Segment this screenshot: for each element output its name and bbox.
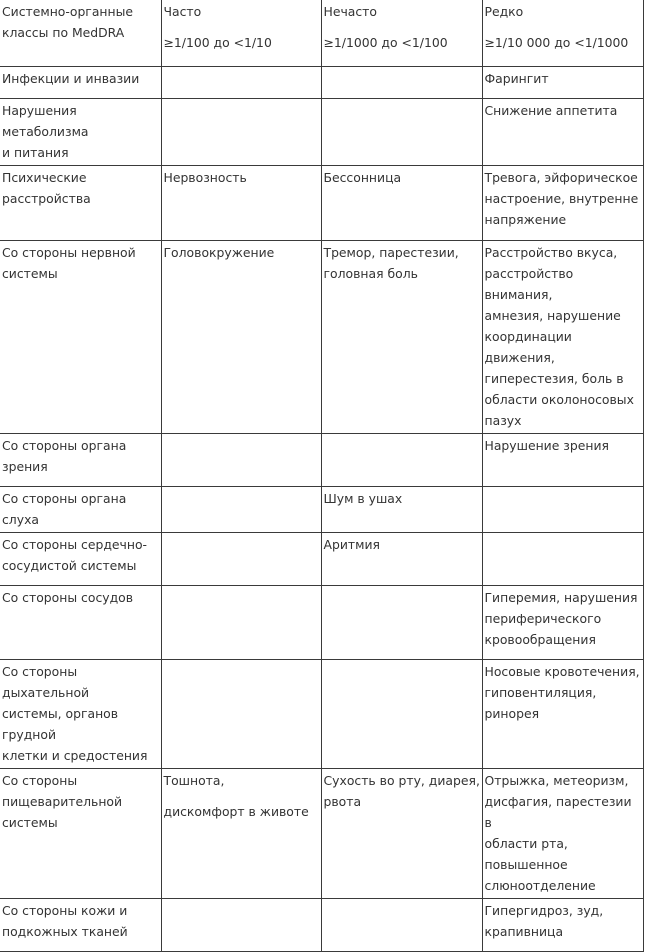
frequent-cell	[161, 433, 321, 486]
cell-text: Головокружение	[163, 244, 275, 260]
soc-cell	[0, 768, 161, 898]
cell-text: гиперестезия, боль в	[484, 370, 624, 386]
header-uncommon	[321, 0, 482, 66]
cell-text: настроение, внутренне	[484, 190, 639, 206]
cell-text: Отрыжка, метеоризм,	[484, 772, 629, 788]
uncommon-cell	[321, 98, 482, 165]
soc-cell	[0, 66, 161, 98]
cell-text: Тошнота,	[163, 772, 225, 788]
cell-text: Со стороны органа	[2, 437, 127, 453]
rare-cell	[482, 165, 643, 240]
frequent-cell	[161, 486, 321, 532]
cell-text: Инфекции и инвазии	[2, 70, 140, 86]
soc-cell	[0, 898, 161, 951]
soc-cell	[0, 240, 161, 433]
cell-text: расстройство внимания,	[484, 265, 574, 302]
table-row	[0, 66, 643, 98]
cell-text: координации движения,	[484, 328, 572, 365]
cell-text: системы	[2, 814, 58, 830]
cell-text: Аритмия	[323, 536, 380, 552]
cell-text: сосудистой системы	[2, 557, 137, 573]
cell-text: пазух	[484, 412, 522, 428]
cell-text: Расстройство вкуса,	[484, 244, 618, 260]
cell-text: дисфагия, парестезии в	[484, 793, 632, 830]
rare-cell	[482, 66, 643, 98]
rare-cell	[482, 240, 643, 433]
uncommon-cell	[321, 240, 482, 433]
table-row	[0, 240, 643, 433]
cell-text: слюноотделение	[484, 877, 596, 893]
table-row	[0, 585, 643, 659]
cell-text: Со стороны сосудов	[2, 589, 134, 605]
uncommon-cell	[321, 659, 482, 768]
cell-text: Психические	[2, 169, 87, 185]
cell-text: кровообращения	[484, 631, 596, 647]
cell-text: Бессонница	[323, 169, 402, 185]
table-row	[0, 165, 643, 240]
rare-cell	[482, 433, 643, 486]
cell-text: системы, органов грудной	[2, 705, 119, 742]
cell-text: Нарушение зрения	[484, 437, 609, 453]
uncommon-cell	[321, 532, 482, 585]
cell-text: Гиперемия, нарушения	[484, 589, 638, 605]
soc-cell	[0, 433, 161, 486]
cell-text: Шум в ушах	[323, 490, 403, 506]
rare-cell	[482, 898, 643, 951]
soc-cell	[0, 486, 161, 532]
header-uncommon-label: Нечасто	[323, 4, 377, 19]
cell-text: Со стороны дыхательной	[2, 663, 90, 700]
cell-text: дискомфорт в животе	[163, 803, 309, 819]
header-frequent-range: ≥1/100 до <1/10	[163, 35, 272, 50]
cell-text: Со стороны	[2, 772, 78, 788]
table-body	[0, 66, 643, 951]
cell-text: периферического	[484, 610, 602, 626]
cell-text: Нервозность	[163, 169, 247, 185]
rare-cell	[482, 532, 643, 585]
soc-cell	[0, 585, 161, 659]
cell-text: Со стороны кожи и	[2, 902, 128, 918]
cell-text: Сухость во рту, диарея,	[323, 772, 480, 788]
uncommon-cell	[321, 433, 482, 486]
cell-text: области околоносовых	[484, 391, 634, 407]
header-rare-label: Редко	[484, 4, 524, 19]
table-row	[0, 659, 643, 768]
frequent-cell	[161, 66, 321, 98]
cell-text: крапивница	[484, 923, 564, 939]
header-rare-range: ≥1/10 000 до <1/1000	[484, 35, 629, 50]
cell-text: Гипергидроз, зуд,	[484, 902, 604, 918]
header-soc-line: классы по MedDRA	[2, 25, 125, 40]
cell-text: зрения	[2, 458, 48, 474]
cell-text: гиповентиляция, ринорея	[484, 684, 597, 721]
frequent-cell	[161, 532, 321, 585]
uncommon-cell	[321, 585, 482, 659]
cell-text: амнезия, нарушение	[484, 307, 621, 323]
rare-cell	[482, 768, 643, 898]
cell-text: Фарингит	[484, 70, 549, 86]
frequent-cell	[161, 768, 321, 898]
header-rare	[482, 0, 643, 66]
cell-text: Со стороны нервной	[2, 244, 136, 260]
uncommon-cell	[321, 66, 482, 98]
header-uncommon-range: ≥1/1000 до <1/100	[323, 35, 448, 50]
soc-cell	[0, 165, 161, 240]
rare-cell	[482, 98, 643, 165]
frequent-cell	[161, 165, 321, 240]
header-frequent	[161, 0, 321, 66]
cell-text: Носовые кровотечения,	[484, 663, 640, 679]
frequent-cell	[161, 98, 321, 165]
table-row	[0, 532, 643, 585]
cell-text: пищеварительной	[2, 793, 123, 809]
cell-text: системы	[2, 265, 58, 281]
cell-text: Снижение аппетита	[484, 102, 618, 118]
cell-text: расстройства	[2, 190, 91, 206]
soc-cell	[0, 98, 161, 165]
cell-text: подкожных тканей	[2, 923, 128, 939]
header-soc-line: Системно-органные	[2, 4, 134, 19]
rare-cell	[482, 585, 643, 659]
table-row	[0, 486, 643, 532]
header-soc	[0, 0, 161, 66]
cell-text: Тремор, парестезии,	[323, 244, 459, 260]
frequent-cell	[161, 240, 321, 433]
cell-text: напряжение	[484, 211, 567, 227]
soc-cell	[0, 659, 161, 768]
table-header-row	[0, 0, 643, 66]
frequent-cell	[161, 585, 321, 659]
cell-text: рвота	[323, 793, 362, 809]
cell-text: Тревога, эйфорическое	[484, 169, 638, 185]
uncommon-cell	[321, 898, 482, 951]
table-row	[0, 768, 643, 898]
frequent-cell	[161, 659, 321, 768]
cell-text: Со стороны органа слуха	[2, 490, 127, 527]
frequent-cell	[161, 898, 321, 951]
uncommon-cell	[321, 486, 482, 532]
soc-cell	[0, 532, 161, 585]
uncommon-cell	[321, 165, 482, 240]
header-frequent-label: Часто	[163, 4, 202, 19]
rare-cell	[482, 486, 643, 532]
cell-text: Со стороны сердечно-	[2, 536, 148, 552]
table-row	[0, 898, 643, 951]
table-row	[0, 433, 643, 486]
rare-cell	[482, 659, 643, 768]
cell-text: головная боль	[323, 265, 418, 281]
cell-text: клетки и средостения	[2, 747, 148, 763]
cell-text: Нарушения метаболизма	[2, 102, 89, 139]
table-row	[0, 98, 643, 165]
uncommon-cell	[321, 768, 482, 898]
cell-text: и питания	[2, 144, 69, 160]
cell-text: области рта, повышенное	[484, 835, 568, 872]
